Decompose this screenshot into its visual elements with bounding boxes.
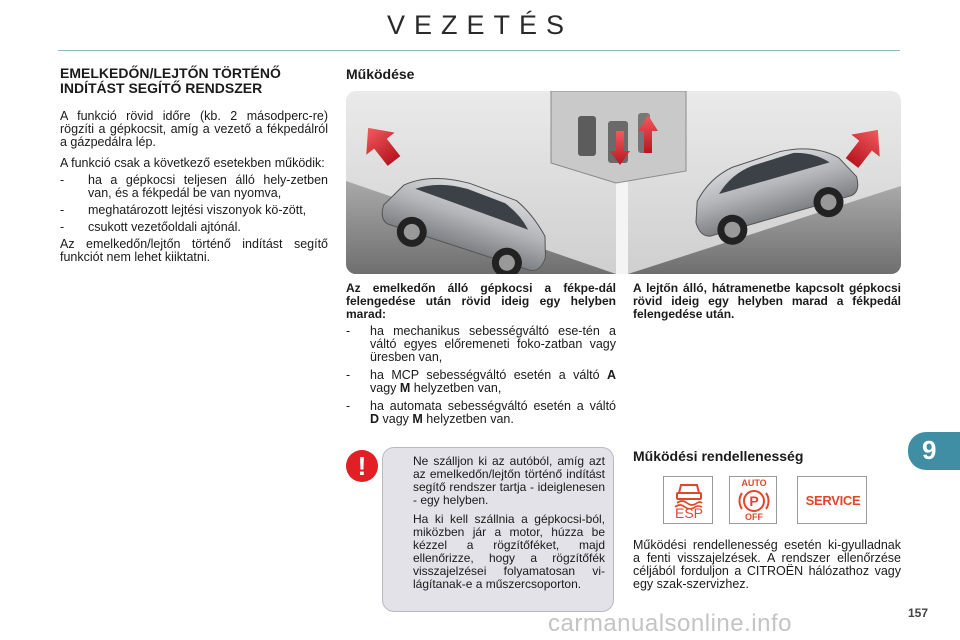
hill-start-illustration: [346, 91, 901, 274]
uphill-caption: [346, 282, 616, 431]
downhill-caption: A lejtőn álló, hátramenetbe kapcsolt gépkocsi rövid ideig egy helyben marad a fékpedál felengedése után.: [633, 281, 901, 321]
service-label: SERVICE: [805, 493, 861, 508]
list-item: - ha a gépkocsi teljesen álló hely-zetben van, és a fékpedál be van nyomva,: [60, 173, 328, 200]
list-item: - ha mechanikus sebességváltó ese-tén a váltó egyes előremeneti foko-zatban vagy üresben van,: [346, 324, 616, 364]
fault-text: Működési rendellenesség esetén ki-gyulladnak a fenti visszajelzések. A rendszer ellenőrzése céljából forduljon a CITROËN hálózathoz vagy egy szak-szervizhez.: [633, 538, 901, 591]
list-item: - meghatározott lejtési viszonyok kö-zött,: [60, 203, 307, 217]
warning-box: [382, 447, 614, 612]
operation-heading: Működése: [346, 66, 415, 82]
chapter-number: 9: [922, 435, 937, 465]
esp-label: ESP: [674, 505, 703, 521]
svg-text:P: P: [749, 493, 759, 509]
left-column: [60, 66, 328, 264]
conditions-list: [60, 174, 328, 234]
list-item: - csukott vezetőoldali ajtónál.: [60, 220, 241, 234]
section-heading: EMELKEDŐN/LEJTŐN TÖRTÉNŐ INDÍTÁST SEGÍTŐ RENDSZER: [60, 65, 281, 96]
warning-icon: !: [346, 450, 378, 482]
cannot-disable-note: Az emelkedőn/lejtőn történő indítást segítő funkciót nem lehet kiiktatni.: [60, 237, 328, 264]
title-divider: [58, 50, 900, 51]
list-item: - ha MCP sebességváltó esetén a váltó A vagy M helyzetben van,: [346, 368, 616, 395]
hill-start-illustration-svg: [346, 91, 901, 274]
list-item: - ha automata sebességváltó esetén a váltó D vagy M helyzetben van.: [346, 399, 616, 426]
pedal-inset: [551, 91, 686, 183]
fault-heading: Működési rendellenesség: [633, 448, 804, 464]
auto-label: AUTO: [741, 478, 767, 488]
esp-warning-icon: [663, 476, 713, 524]
warning-text-1: Ne szálljon ki az autóból, amíg azt az emelkedőn/lejtőn történő indítást segítő rendszer tartja - ideiglenesen - egy helyben.: [413, 454, 605, 507]
auto-park-off-icon: [729, 476, 777, 524]
page-number: 157: [908, 606, 929, 620]
gearbox-conditions-list: [346, 325, 616, 426]
uphill-caption-lead: Az emelkedőn álló gépkocsi a fékpe-dál felengedése után rövid ideig egy helyben marad:: [346, 281, 616, 321]
chapter-tab: [908, 432, 960, 470]
intro-paragraph: A funkció rövid időre (kb. 2 másodperc-re) rögzíti a gépkocsit, amíg a vezető a fékpedálról a gázpedálra lép.: [60, 109, 328, 149]
page-title: VEZETÉS: [386, 10, 574, 40]
conditions-intro: A funkció csak a következő esetekben működik:: [60, 156, 325, 170]
off-label: OFF: [745, 512, 763, 522]
warning-text-2: Ha ki kell szállnia a gépkocsi-ból, miközben jár a motor, húzza be kézzel a rögzítőféket, majd ellenőrizze, hogy a rögzítőfék visszajelzései folyamatosan vi-lágítanak-e a műszercsoporton.: [413, 512, 605, 591]
watermark: carmanualsonline.info: [548, 610, 792, 637]
service-warning-icon: [797, 476, 867, 524]
